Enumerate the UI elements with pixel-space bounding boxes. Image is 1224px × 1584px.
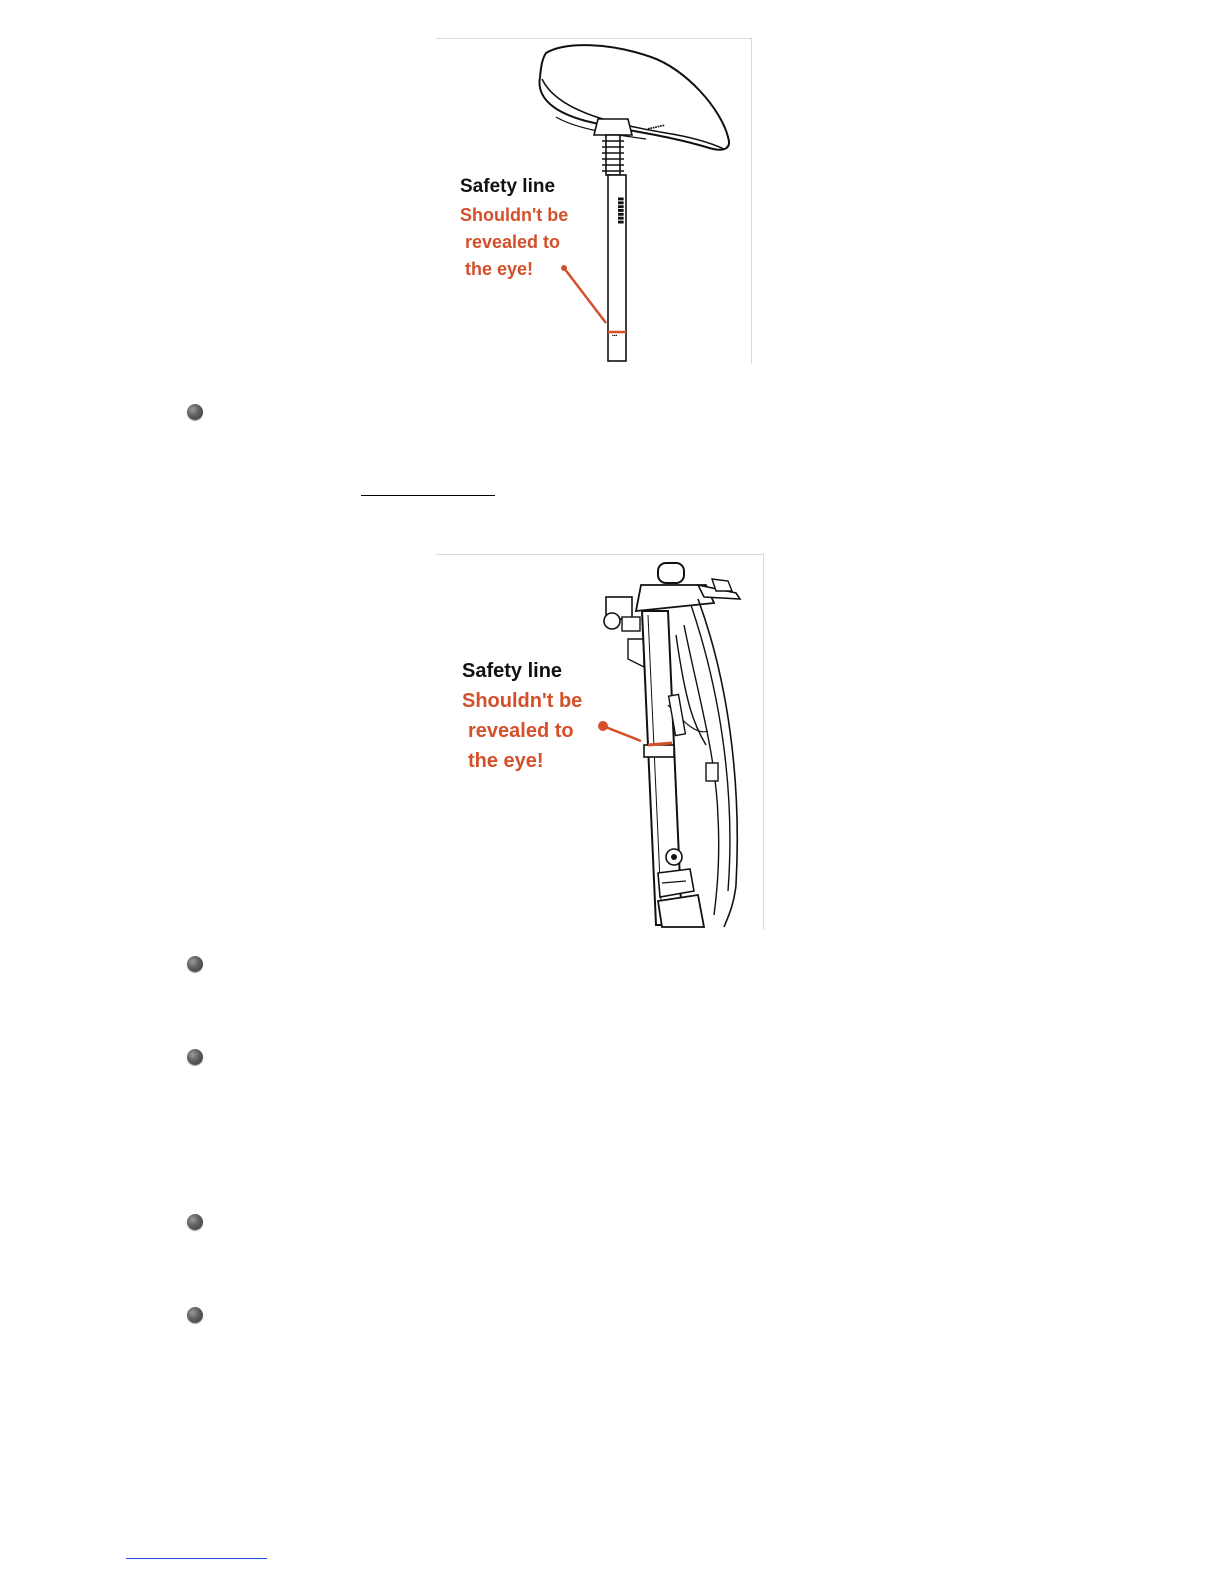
svg-text:▮▮▮▮▮▮▮: ▮▮▮▮▮▮▮ (617, 197, 624, 224)
stem-safety-line-figure (436, 554, 764, 930)
round-bullet-icon (187, 1214, 203, 1230)
footer-link[interactable] (126, 1558, 267, 1559)
warning-label-line2: revealed to (465, 232, 561, 252)
warning-label-line2: revealed to (468, 720, 574, 742)
round-bullet-icon (187, 1049, 203, 1065)
seatpost-illustration (436, 39, 750, 363)
svg-text:▪▪▪: ▪▪▪ (612, 333, 618, 339)
safety-line-label: Safety line (462, 660, 563, 682)
round-bullet-icon (187, 956, 203, 972)
warning-label-line3: the eye! (465, 259, 534, 279)
underlined-link[interactable] (361, 495, 495, 496)
stem-illustration (436, 555, 762, 929)
round-bullet-icon (187, 1307, 203, 1323)
warning-label-line1: Shouldn't be (460, 205, 569, 225)
round-bullet-icon (187, 404, 203, 420)
safety-line-label: Safety line (460, 176, 556, 197)
svg-text:▪▪▪▪▪▪▪: ▪▪▪▪▪▪▪ (646, 122, 666, 133)
warning-label-line1: Shouldn't be (462, 690, 583, 712)
warning-label-line3: the eye! (468, 750, 544, 772)
seatpost-safety-line-figure (436, 38, 752, 364)
